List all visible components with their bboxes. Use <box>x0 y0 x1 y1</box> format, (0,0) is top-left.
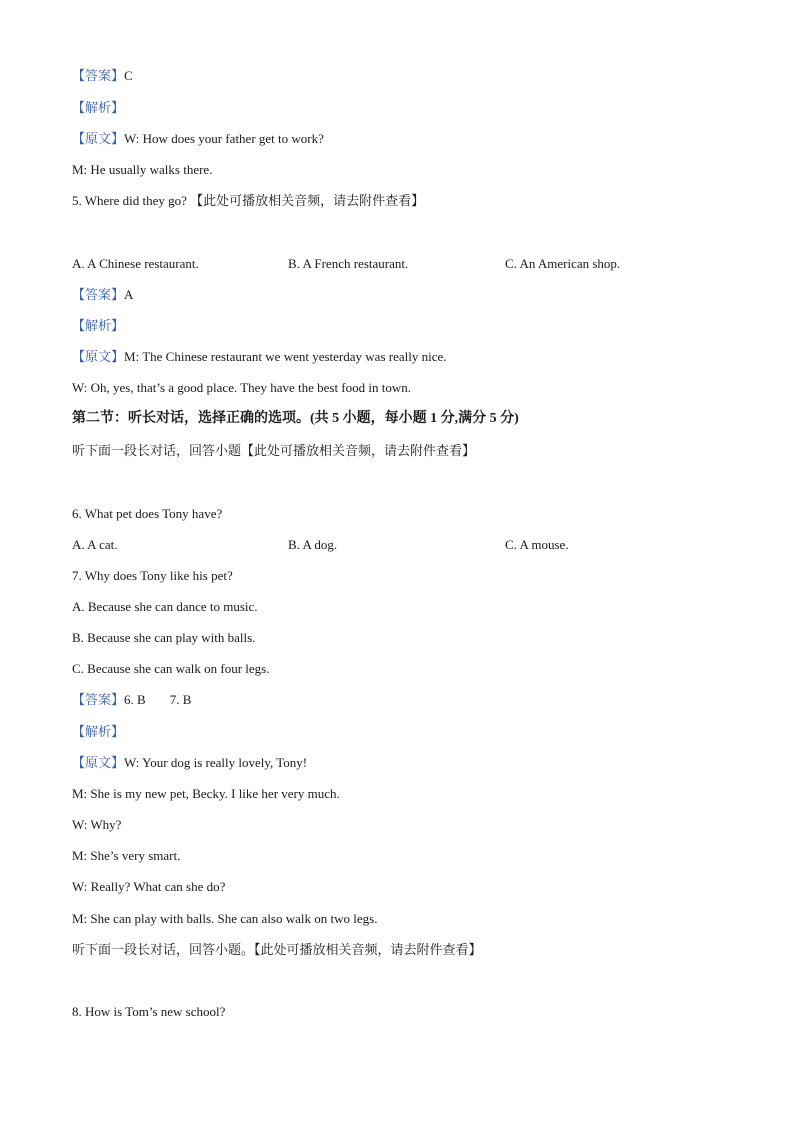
answer-value: 6. B <box>124 692 146 707</box>
analysis-line <box>72 318 124 334</box>
original-tag: 【原文】 <box>72 349 125 364</box>
original-line <box>72 349 447 365</box>
answer-value: C <box>124 68 133 83</box>
option-c: C. An American shop. <box>505 256 621 271</box>
listen-instruction: 听下面一段长对话，回答小题。【此处可播放相关音频，请去附件查看】 <box>72 942 482 957</box>
question-6: 6. What pet does Tony have? <box>72 506 223 521</box>
analysis-tag: 【解析】 <box>72 318 125 333</box>
option-b: B. A dog. <box>288 537 338 552</box>
option-c: C. Because she can walk on four legs. <box>72 661 270 676</box>
answer-line <box>72 68 133 84</box>
original-line <box>72 755 307 771</box>
analysis-tag: 【解析】 <box>72 724 125 739</box>
dialogue-line: M: He usually walks there. <box>72 162 213 177</box>
answer-line <box>72 692 191 708</box>
audio-note: 【此处可播放相关音频，请去附件查看】 <box>190 193 425 208</box>
dialogue-line: W: Your dog is really lovely, Tony! <box>124 755 308 770</box>
question-5 <box>72 193 424 209</box>
answer-tag: 【答案】 <box>72 68 125 83</box>
original-tag: 【原文】 <box>72 755 125 770</box>
answer-value: 7. B <box>169 692 192 707</box>
question-8: 8. How is Tom’s new school? <box>72 1004 226 1019</box>
option-a: A. A Chinese restaurant. <box>72 256 199 271</box>
dialogue-line: M: She is my new pet, Becky. I like her very much. <box>72 786 340 801</box>
dialogue-line: M: The Chinese restaurant we went yesterday was really nice. <box>124 349 447 364</box>
dialogue-line: W: How does your father get to work? <box>124 131 324 146</box>
option-a: A. A cat. <box>72 537 118 552</box>
answer-tag: 【答案】 <box>72 692 125 707</box>
dialogue-line: W: Oh, yes, that’s a good place. They have the best food in town. <box>72 380 412 395</box>
answer-tag: 【答案】 <box>72 287 125 302</box>
section-heading: 第二节：听长对话，选择正确的选项。(共 5 小题，每小题 1 分,满分 5 分) <box>72 411 519 426</box>
dialogue-line: M: She can play with balls. She can also walk on two legs. <box>72 911 378 926</box>
original-tag: 【原文】 <box>72 131 125 146</box>
option-b: B. Because she can play with balls. <box>72 630 256 645</box>
answer-line <box>72 287 133 303</box>
answer-value: A <box>124 287 134 302</box>
dialogue-line: W: Really? What can she do? <box>72 879 226 894</box>
option-c: C. A mouse. <box>505 537 569 552</box>
listen-instruction: 听下面一段长对话，回答小题【此处可播放相关音频，请去附件查看】 <box>72 443 476 458</box>
analysis-tag: 【解析】 <box>72 100 125 115</box>
dialogue-line: W: Why? <box>72 817 122 832</box>
option-b: B. A French restaurant. <box>288 256 409 271</box>
analysis-line <box>72 100 124 116</box>
option-a: A. Because she can dance to music. <box>72 599 258 614</box>
original-line <box>72 131 324 147</box>
dialogue-line: M: She’s very smart. <box>72 848 181 863</box>
question-7: 7. Why does Tony like his pet? <box>72 568 233 583</box>
analysis-line <box>72 724 124 740</box>
question-text: 5. Where did they go? <box>72 193 191 208</box>
